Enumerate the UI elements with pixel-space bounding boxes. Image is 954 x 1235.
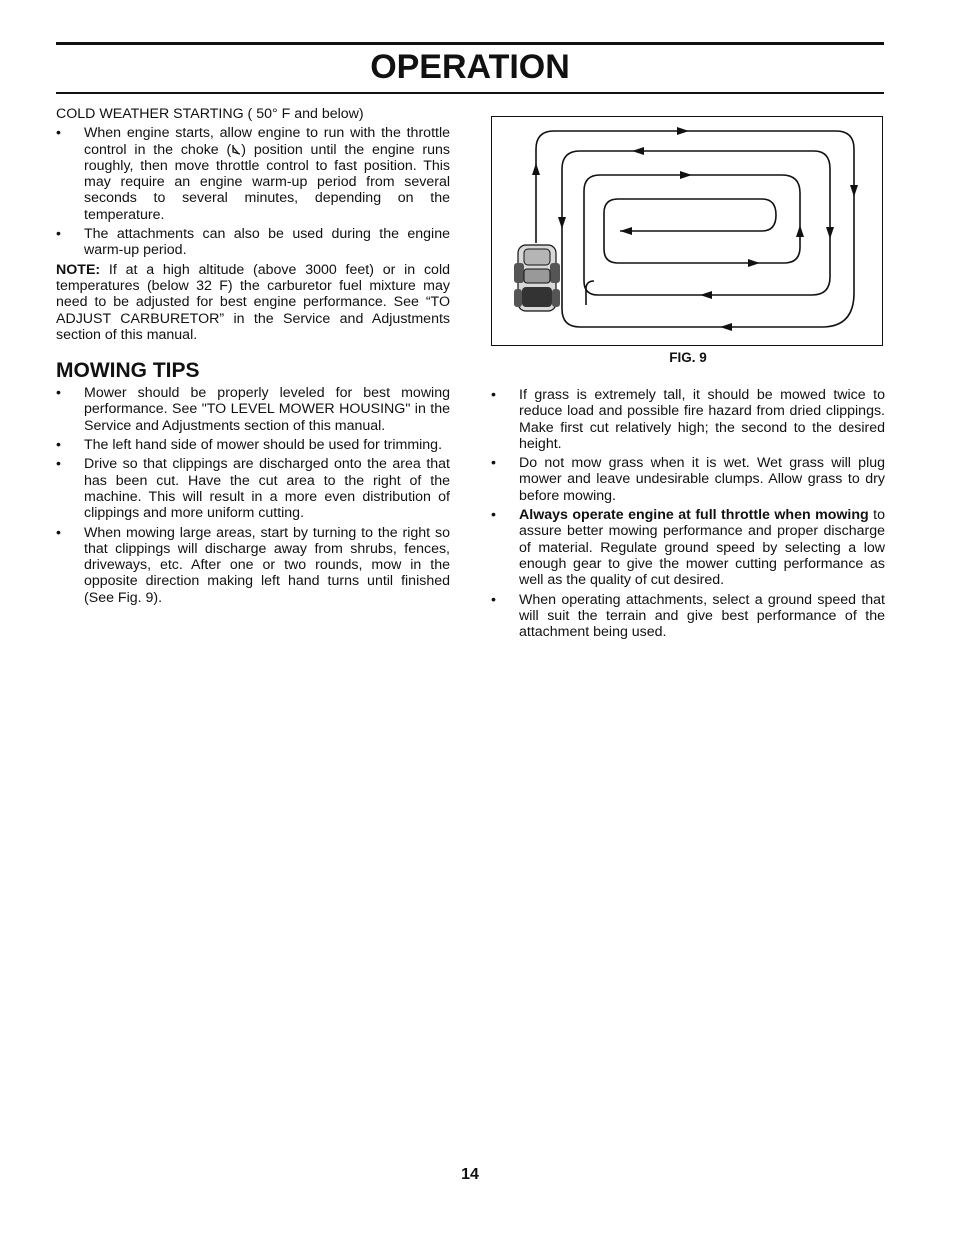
bullet-text: If grass is extremely tall, it should be mowed twice to reduce load and possible fire hazard from dried clippings. Make first cut relatively high; the second to the desired height. [519,387,885,452]
note-paragraph [56,262,450,343]
bullet-text-part: ) position until the engine runs roughly, then move throttle control to fast position. This may require an engine warm-up period from several seconds to several minutes, depending on the temperature. [84,141,450,223]
list-item [56,456,450,521]
header-rule-top [56,42,884,45]
bullet-text: Drive so that clippings are discharged onto the area that has been cut. Have the cut area to the right of the machine. This will result in a more even distribution of clippings and more uniform cutting. [84,456,450,522]
bullet-text: The attachments can also be used during the engine warm-up period. [84,226,450,259]
direction-arrow-icon [532,127,858,331]
bullet-text: Mower should be properly leveled for best mowing performance. See "TO LEVEL MOWER HOUSING" in the Service and Adjustments section of this manual. [84,385,450,434]
page-number: 14 [461,1166,479,1183]
list-item [56,125,450,223]
header-rule-bottom [56,92,884,94]
bullet-mark: • [491,387,496,403]
bullet-mark: • [56,437,61,454]
bullet-text: The left hand side of mower should be used for trimming. [84,437,443,454]
list-item [491,507,885,588]
list-item [491,592,885,641]
mowing-pattern-diagram [492,117,881,344]
bullet-mark: • [56,125,61,142]
page-title: OPERATION [370,48,570,86]
bullet-text: Do not mow grass when it is wet. Wet grass will plug mower and leave undesirable clumps. Allow grass to dry before mowing. [519,455,885,504]
figure-caption: FIG. 9 [669,350,707,365]
note-label: NOTE: [56,261,101,278]
list-item [56,226,450,259]
bullet-text-part: When engine starts, allow engine to run with the throttle control in the choke ( [84,125,450,158]
bullet-text: When mowing large areas, start by turning to the right so that clippings will discharge away from shrubs, fences, driveways, etc. After one or two rounds, mow in the opposite direction making left hand turns until finished (See Fig. 9). [84,524,450,606]
right-bullet-list [491,387,885,640]
bullet-text: When operating attachments, select a ground speed that will suit the terrain and give best performance of the attachment being used. [519,591,885,641]
cold-weather-list [56,125,450,258]
mowing-tips-list [56,385,450,606]
bullet-mark: • [491,591,496,608]
left-column [56,106,450,609]
list-item [56,525,450,606]
list-item [491,387,885,452]
mowing-pattern-figure [491,116,883,346]
mowing-tips-heading: MOWING TIPS [56,359,200,383]
list-item [56,437,450,453]
list-item [491,455,885,504]
cold-weather-heading: COLD WEATHER STARTING ( 50° F and below) [56,106,364,122]
bullet-mark: • [56,456,61,473]
riding-mower-icon [514,245,560,311]
note-text: If at a high altitude (above 3000 feet) or in cold temperatures (below 32 F) the carburetor fuel mixture may need to be adjusted for best engine performance. See “TO ADJUST CARBURETOR” in the Service and Adjustments section of this manual. [56,261,450,343]
bullet-mark: • [56,524,61,541]
choke-icon [231,142,241,158]
bullet-mark: • [56,226,61,243]
bullet-bold-text: Always operate engine at full throttle when mowing [519,507,869,524]
list-item [56,385,450,434]
bullet-mark: • [56,385,61,402]
bullet-text: to assure better mowing performance and proper discharge of material. Regulate ground speed by selecting a low enough gear to give the mower cutting performance as well as the quality of cut desired. [519,507,885,589]
bullet-mark: • [491,507,496,524]
bullet-mark: • [491,455,496,472]
right-column [491,387,885,643]
